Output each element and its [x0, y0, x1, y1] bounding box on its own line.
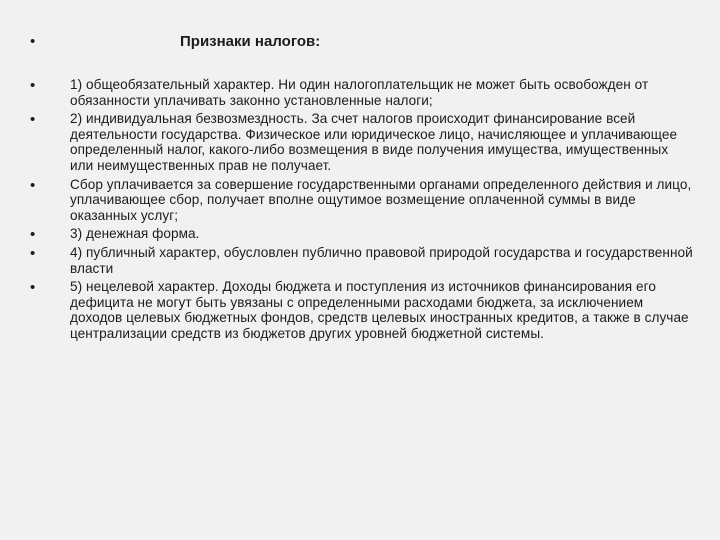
bullet-icon: • [30, 176, 36, 194]
bullet-icon: • [30, 226, 36, 244]
bullet-icon: • [30, 111, 36, 129]
bullet-icon: • [30, 279, 36, 297]
bullet-icon: • [30, 77, 36, 94]
bullet-icon: • [30, 244, 36, 262]
bullet-icon: • [30, 33, 36, 50]
list-item [30, 111, 695, 173]
bullet-list [30, 77, 695, 345]
list-item-text: Сбор уплачивается за совершение государственными органами определенного действия и лицо, уплачивающее сбор, получает вполне ощутимое возмещение оплаченной суммы в виде оказанных услуг; [70, 176, 692, 223]
list-item [30, 245, 695, 276]
list-item [30, 226, 695, 242]
list-item-text: 3) денежная форма. [70, 226, 200, 242]
list-item-text: 5) нецелевой характер. Доходы бюджета и поступления из источников финансирования его дефицита не могут быть увязаны с определенными расходами бюджета, за исключением доходов целевых бюджетных фондов, средств целевых иностранных кредитов, а также в случае централизации средств из бюджетов других уровней бюджетной системы. [70, 279, 689, 341]
slide-title: Признаки налогов: [180, 33, 321, 50]
list-item-text: 4) публичный характер, обусловлен публично правовой природой государства и государственной власти [70, 244, 693, 276]
title-row [30, 33, 690, 57]
list-item-text: 1) общеобязательный характер. Ни один налогоплательщик не может быть освобожден от обязанности уплачивать законно установленные налоги; [70, 77, 649, 108]
list-item-text: 2) индивидуальная безвозмездность. За счет налогов происходит финансирование всей деятельности государства. Физическое или юридическое лицо, начисляющее и уплачивающее определенный налог, какого-либо возмещения в виде получения имущества, имущественных или неимущественных прав не получает. [70, 111, 678, 173]
list-item [30, 279, 695, 341]
list-item [30, 77, 695, 108]
list-item [30, 177, 695, 224]
